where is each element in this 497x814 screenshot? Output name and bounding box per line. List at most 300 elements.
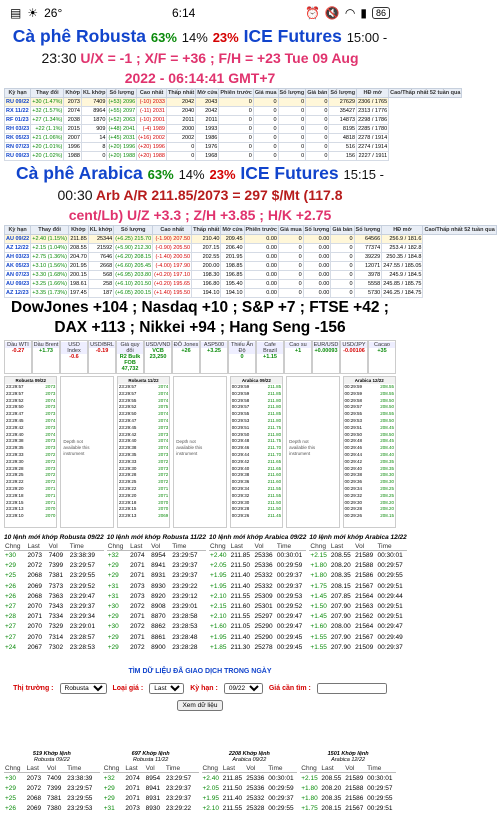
trade-count-cell: 7380 <box>46 805 62 813</box>
panel-line <box>118 513 169 520</box>
panel-price: 2074 <box>158 397 169 403</box>
last-trades-cell: 25301 <box>254 603 273 611</box>
panel-price: 211.80 <box>267 397 282 403</box>
last-trades-cell: 25297 <box>254 613 273 621</box>
panel-price: 208.30 <box>380 472 394 478</box>
last-trades-title: 10 lệnh mới khớp Arabica 09/22 <box>209 534 307 541</box>
robusta-cell: 4818 <box>329 134 357 143</box>
panel-price: 211.50 <box>267 499 282 505</box>
last-trades-cell: 25278 <box>254 643 273 651</box>
trade-count-title: 697 Khớp lệnh <box>131 751 170 758</box>
panel-time: 00:29:42 <box>344 458 363 464</box>
arabica-col-header: Giá bán <box>332 227 353 233</box>
arabica-row[interactable] <box>5 235 497 244</box>
panel-line <box>231 500 282 507</box>
arabica-cell: 21592 <box>88 244 113 253</box>
panel-line <box>231 479 282 486</box>
arabica-cell: +2.40 (1.15%) <box>32 236 67 242</box>
robusta-cell: 0 <box>306 152 329 161</box>
ticker-item[interactable] <box>172 340 200 374</box>
arabica-cell: 258 <box>88 280 113 289</box>
robusta-col-header: Số lượng <box>279 90 305 96</box>
robusta-cell: 0 <box>219 125 253 134</box>
robusta-row[interactable] <box>5 134 462 143</box>
view-data-button[interactable]: Xem dữ liệu <box>177 700 222 711</box>
panel-time: 00:29:46 <box>231 445 250 451</box>
panel-price: 211.55 <box>267 485 282 491</box>
panel-time: 00:29:38 <box>344 472 363 478</box>
robusta-cell: (-10) 2001 <box>137 116 167 125</box>
panel-time: 00:29:53 <box>344 417 363 423</box>
panel-time: 23:29:57 <box>6 384 24 389</box>
trade-count-cell: +2.05 <box>202 784 219 792</box>
panel-price: 2074 <box>158 445 169 451</box>
panel-price: 211.85 <box>267 411 282 417</box>
robusta-cell: 909 <box>81 125 106 134</box>
arabica-cell: 0.00 <box>303 262 331 271</box>
robusta-row[interactable] <box>5 98 462 107</box>
panel-price: 2070 <box>45 506 56 512</box>
last-trades-row <box>309 642 406 652</box>
price-type-select[interactable] <box>149 683 184 694</box>
robusta-cell: 2298 / 1786 <box>358 117 388 123</box>
trade-count-table <box>202 765 298 813</box>
robusta-cell: 0 <box>219 107 253 116</box>
ticker-item[interactable] <box>116 340 144 374</box>
robusta-cell: 35427 <box>329 107 357 116</box>
last-trades-cell: 208.00 <box>330 623 351 631</box>
arabica-row[interactable] <box>5 289 497 298</box>
trade-count-cell: 2069 <box>26 805 42 813</box>
arabica-col-header: Mở cửa <box>222 227 243 233</box>
panel-time: 00:29:55 <box>344 411 363 417</box>
panel-line <box>344 466 395 473</box>
trade-count-cell: 211.55 <box>222 805 243 813</box>
robusta-cell: 156 <box>329 152 357 161</box>
robusta-cell: 2042 <box>196 107 219 116</box>
trade-count-cell: +1.95 <box>202 794 219 802</box>
last-trades-row <box>4 632 104 642</box>
search-title: TÌM DỮ LIỆU ĐÃ GIAO DỊCH TRONG NGÀY <box>128 668 272 676</box>
last-trades-cell: 23:29:22 <box>172 582 198 590</box>
ticker-item[interactable] <box>228 340 256 374</box>
last-trades-group <box>107 534 206 652</box>
last-trades-cell: 208.55 <box>330 552 351 560</box>
arabica-cell: AZ 12/23 <box>5 289 31 298</box>
panel-line <box>118 479 169 486</box>
time-sales-panel <box>117 376 170 528</box>
robusta-cell: 1976 <box>196 143 219 152</box>
depth-not-available: Depth not available this instrument <box>63 439 90 456</box>
arabica-row[interactable] <box>5 262 497 271</box>
last-trades-cell: 21588 <box>355 562 374 570</box>
last-trades-col-header: Time <box>276 543 307 551</box>
panel-time: 23:29:45 <box>118 424 137 430</box>
ticker-label: Thiếu Ấn Độ <box>230 342 253 354</box>
ticker-label: Cafe Brazil <box>257 342 283 354</box>
panel-price: 2070 <box>158 499 169 505</box>
panel-line <box>118 404 169 411</box>
arabica-cell: +3.10 (1.56%) <box>32 263 67 269</box>
robusta-cell: 1996 <box>64 143 82 152</box>
panel-time: 23:29:13 <box>6 506 24 512</box>
arabica-cell: 0 <box>278 244 303 253</box>
robusta-cell: +32 (1.57%) <box>32 108 63 114</box>
last-trades-cell: 8954 <box>151 552 166 560</box>
last-trades-cell: 2070 <box>27 623 42 631</box>
panel-time: 23:29:57 <box>6 390 24 396</box>
panel-price: 2072 <box>45 451 56 457</box>
last-trades-table <box>209 543 306 652</box>
trade-count-row <box>103 773 199 783</box>
last-trades-row <box>309 632 406 642</box>
trade-count-cell: 23:29:22 <box>165 805 192 813</box>
panel-time: 23:29:20 <box>6 485 24 491</box>
arabica-spreads: cent/Lb) U/Z +3.3 ; Z/H +3.85 ; H/K +2.75 <box>68 207 332 223</box>
arabica-pct-1: 63% <box>147 167 174 182</box>
arabica-cell: 195.40 <box>221 280 244 289</box>
last-trades-cell: +26 <box>5 582 17 590</box>
robusta-cell: 2227 / 1911 <box>358 153 388 159</box>
panel-line <box>231 452 282 459</box>
ticker-item[interactable] <box>368 340 396 374</box>
trade-count-col-header: Time <box>165 765 199 773</box>
last-trades-cell: +29 <box>107 643 119 651</box>
notification-icon: ▤ <box>10 6 22 20</box>
robusta-cell: 2011 <box>166 116 195 125</box>
last-trades-cell: 23:29:37 <box>172 572 198 580</box>
ticker-item[interactable] <box>340 340 368 374</box>
panel-price: 2073 <box>158 451 169 457</box>
arabica-cell: (-4.00) 197.90 <box>153 262 192 271</box>
trade-count-cell: 00:29:55 <box>367 794 393 802</box>
last-trades-cell: 2072 <box>130 623 145 631</box>
last-trades-cell: 8900 <box>151 643 166 651</box>
panel-line <box>231 432 282 439</box>
panel-line <box>344 513 395 520</box>
panel-price: 2073 <box>158 424 169 430</box>
arabica-row[interactable] <box>5 244 497 253</box>
last-trades-col-header: Vol <box>254 543 276 551</box>
panel-time: 23:29:15 <box>6 499 24 505</box>
panel-time: 23:29:42 <box>6 424 24 430</box>
trade-count-col-header: Vol <box>46 765 66 773</box>
arabica-col-header: Khớp <box>68 226 88 235</box>
arabica-col-header: Cao/Thấp nhất 52 tuần qua <box>424 227 495 233</box>
robusta-row[interactable] <box>5 107 462 116</box>
robusta-cell: RF 01/23 <box>5 116 31 125</box>
robusta-col-header: KL khớp <box>82 90 106 96</box>
trade-count-cell: 23:29:55 <box>67 794 93 802</box>
market-select[interactable] <box>60 683 107 694</box>
panel-time: 23:29:52 <box>118 404 137 410</box>
robusta-cell: 0 <box>306 134 329 143</box>
last-trades-cell: 2069 <box>27 582 42 590</box>
arabica-col-header: Cao nhất <box>153 226 192 235</box>
ticker-item[interactable] <box>284 340 312 374</box>
last-trades-table <box>107 543 206 652</box>
trade-count-cell: 21588 <box>345 784 364 792</box>
panel-line <box>5 418 56 425</box>
last-trades-cell: 211.05 <box>230 623 251 631</box>
last-trades-cell: 7302 <box>48 643 64 651</box>
trade-count-title: 519 Khớp lệnh <box>32 751 71 758</box>
robusta-row[interactable] <box>5 125 462 134</box>
arabica-row[interactable] <box>5 280 497 289</box>
panel-time: 23:29:30 <box>118 465 137 471</box>
mute-icon: 🔇 <box>324 6 340 20</box>
last-trades-cell: 00:29:55 <box>377 572 403 580</box>
price-input[interactable] <box>317 683 387 694</box>
arabica-row[interactable] <box>5 253 497 262</box>
last-trades-cell: 25336 <box>254 552 273 560</box>
panel-price: 211.55 <box>267 492 282 498</box>
ticker-item[interactable] <box>88 340 116 374</box>
last-trades-cell: 8908 <box>151 603 166 611</box>
arabica-row[interactable] <box>5 271 497 280</box>
panel-time: 00:29:44 <box>344 451 363 457</box>
arabica-cell: 0 <box>331 262 354 271</box>
panel-time: 23:29:28 <box>6 465 24 471</box>
last-trades-group <box>309 534 406 652</box>
last-trades-cell: 2073 <box>27 552 42 560</box>
panel-price: 2072 <box>45 458 56 464</box>
robusta-row[interactable] <box>5 152 462 161</box>
panel-time: 00:29:48 <box>344 438 363 444</box>
arabica-cell: (+6.60) 205.45 <box>115 263 152 269</box>
panel-price: 208.25 <box>380 492 394 498</box>
robusta-cell: (-11) 2031 <box>137 107 167 116</box>
arabica-cell: AU 09/23 <box>6 281 30 287</box>
panel-line <box>344 472 395 479</box>
arabica-cell: 246.25 / 184.75 <box>383 290 422 296</box>
time-sales-panel <box>230 376 283 528</box>
robusta-cell: 0 <box>278 143 306 152</box>
panel-line <box>231 472 282 479</box>
last-trades-cell: 7399 <box>48 562 64 570</box>
ticker-item[interactable] <box>60 340 88 374</box>
arabica-cell: 198.61 <box>69 281 87 287</box>
robusta-cell: 516 <box>329 143 357 152</box>
panel-line <box>118 384 169 391</box>
last-trades-cell: +1.60 <box>210 623 227 631</box>
last-trades-row <box>4 581 104 591</box>
trade-count-cell: 23:29:53 <box>67 805 93 813</box>
panel-time: 23:29:22 <box>6 479 24 485</box>
robusta-cell: 2285 / 1780 <box>358 126 388 132</box>
last-trades-row <box>107 581 206 591</box>
panel-time: 23:29:35 <box>118 451 137 457</box>
panel-time: 23:29:35 <box>6 445 24 451</box>
last-trades-row <box>309 551 406 561</box>
last-trades-cell: 2072 <box>27 562 42 570</box>
panel-time: 00:29:58 <box>231 397 250 403</box>
last-trades-cell: 23:28:58 <box>172 613 198 621</box>
arabica-cell: 5730 <box>354 289 382 298</box>
last-trades-cell: 21567 <box>355 633 374 641</box>
panel-line <box>344 391 395 398</box>
ticker-item[interactable] <box>144 340 172 374</box>
panel-price: 208.55 <box>380 411 394 417</box>
trade-count-cell: +29 <box>103 794 115 802</box>
trade-count-cell: +2.15 <box>301 774 318 782</box>
last-trades-cell: 211.55 <box>230 592 251 600</box>
robusta-cell: 0 <box>253 98 278 107</box>
arabica-cell: 0.00 <box>244 262 278 271</box>
last-trades-cell: +29 <box>107 572 119 580</box>
ticker-item[interactable] <box>312 340 340 374</box>
arabica-cell: 0.00 <box>244 280 278 289</box>
trade-count-row <box>202 783 298 793</box>
trade-count-title: 1501 Khớp lệnh <box>327 751 369 758</box>
robusta-cell: 2043 <box>196 98 219 107</box>
last-trades-cell: +1.45 <box>310 592 327 600</box>
ticker-item[interactable] <box>32 340 60 374</box>
arabica-cell: 211.85 <box>70 236 87 242</box>
robusta-row[interactable] <box>5 116 462 125</box>
panel-time: 23:29:18 <box>6 492 24 498</box>
trade-count-col-header: Chng <box>103 765 125 773</box>
panel-price: 2073 <box>158 431 169 437</box>
arabica-cell: 250.35 / 184.8 <box>382 253 423 262</box>
arabica-pct-3: 23% <box>209 167 236 182</box>
last-trades-cell: +27 <box>5 633 17 641</box>
robusta-cell: 0 <box>219 134 253 143</box>
last-trades-cell: 208.15 <box>330 582 351 590</box>
trade-count-cell: 8941 <box>145 784 161 792</box>
panel-time: 00:29:48 <box>231 438 250 444</box>
arabica-cell: 210.40 <box>192 235 221 244</box>
last-trades-cell: 2073 <box>130 592 145 600</box>
panel-price: 2073 <box>158 465 169 471</box>
trade-count-row <box>103 803 199 813</box>
robusta-cell: RU 09/23 <box>6 153 30 159</box>
panel-line <box>231 425 282 432</box>
last-trades-row <box>209 551 306 561</box>
robusta-row[interactable] <box>5 143 462 152</box>
robusta-cell: (-10) 2033 <box>137 98 167 107</box>
panel-price: 2070 <box>158 506 169 512</box>
trade-count-cell: 23:29:37 <box>165 784 192 792</box>
robusta-cell: +27 (1.34%) <box>32 117 63 123</box>
robusta-cell: 1870 <box>81 116 106 125</box>
panel-time: 00:29:40 <box>344 465 363 471</box>
panel-price: 2071 <box>158 485 169 491</box>
last-trades-row <box>309 571 406 581</box>
robusta-col-header: Thấp nhất <box>167 90 195 96</box>
arabica-cell: 198.85 <box>221 262 244 271</box>
panel-time: 23:29:28 <box>118 472 137 478</box>
panel-price: 211.65 <box>267 458 282 464</box>
panel-price: 2071 <box>45 492 56 498</box>
term-select[interactable] <box>224 683 263 694</box>
trade-count-cell: 8931 <box>145 794 161 802</box>
arabica-cell: 245.85 / 185.75 <box>383 281 422 287</box>
robusta-cell: 0 <box>278 107 306 116</box>
last-trades-cell: +31 <box>107 592 119 600</box>
trade-count-cell: 00:29:57 <box>367 784 393 792</box>
panel-time: 23:29:38 <box>118 445 137 451</box>
panel-time: 23:29:55 <box>118 397 137 403</box>
arabica-cell: 196.85 <box>221 271 244 280</box>
robusta-cell: (+20) 1988 <box>108 153 136 159</box>
panel-line <box>231 445 282 452</box>
robusta-col-header: Giá bán <box>307 90 328 96</box>
arabica-cell: +2.75 (1.36%) <box>32 254 67 260</box>
panel-price: 2074 <box>158 384 169 389</box>
last-trades-cell: 2068 <box>27 592 42 600</box>
arabica-cell: 201.95 <box>221 253 244 262</box>
panel-time: 00:29:30 <box>231 499 250 505</box>
last-trades-col-header: Chng <box>209 543 230 551</box>
ticker-item[interactable] <box>200 340 228 374</box>
trade-count-cell: 23:29:57 <box>67 784 93 792</box>
last-trades-cell: 2070 <box>27 633 42 641</box>
last-trades-cell: 211.50 <box>230 562 251 570</box>
robusta-cell: 0 <box>253 134 278 143</box>
last-trades-cell: 211.40 <box>230 633 251 641</box>
ticker-value: +26 <box>181 348 191 354</box>
robusta-cell: 2306 / 1765 <box>358 99 388 105</box>
last-trades-cell: 23:29:57 <box>172 552 198 560</box>
last-trades-cell: 21563 <box>355 603 374 611</box>
arabica-cell: (+0.20) 195.65 <box>154 281 191 287</box>
arabica-cell: 0.00 <box>244 253 278 262</box>
last-trades-cell: 2073 <box>130 582 145 590</box>
panel-time: 23:29:10 <box>6 513 24 519</box>
last-trades-cell: 2072 <box>130 603 145 611</box>
trade-count-col-header: Vol <box>344 765 366 773</box>
robusta-cell: 27629 <box>329 98 357 107</box>
robusta-col-header: Mở cửa <box>197 90 218 96</box>
robusta-cell: 1988 <box>64 152 82 161</box>
panel-line <box>118 466 169 473</box>
trade-count-col-header: Time <box>366 765 396 773</box>
panel-line <box>5 384 56 391</box>
last-trades-cell: +28 <box>5 613 17 621</box>
trade-count-section <box>4 751 396 813</box>
robusta-cell: +20 (1.02%) <box>32 153 63 159</box>
ticker-label: Cao su <box>285 342 311 348</box>
battery-icon: 86 <box>372 7 390 19</box>
panel-price: 208.40 <box>380 451 394 457</box>
last-trades-cell: 23:29:52 <box>69 582 96 590</box>
last-trades-col-header: Last <box>230 543 254 551</box>
robusta-cell: 0 <box>219 116 253 125</box>
last-trades-cell: 23:28:53 <box>172 623 198 631</box>
panel-line <box>5 472 56 479</box>
ticker-item[interactable] <box>256 340 284 374</box>
trade-count-cell: 208.15 <box>321 805 342 813</box>
last-trades-cell: 21564 <box>355 592 374 600</box>
trade-count-cell: 211.50 <box>222 784 243 792</box>
robusta-cell: 0 <box>219 143 253 152</box>
panel-time: 00:29:26 <box>231 513 250 519</box>
last-trades-cell: 00:30:01 <box>377 552 403 560</box>
arabica-cell: +3.35 (1.73%) <box>32 290 67 296</box>
arabica-col-header: Giá mua <box>279 227 302 233</box>
ticker-item[interactable] <box>4 340 32 374</box>
panel-price: 211.80 <box>267 417 282 423</box>
panel-price: 211.75 <box>267 438 282 444</box>
trade-count-cell: 21589 <box>345 774 364 782</box>
robusta-cell: 0 <box>253 152 278 161</box>
panel-price: 208.20 <box>380 506 394 512</box>
market-label: Thị trường : <box>13 685 54 693</box>
panel-price: 2072 <box>158 479 169 485</box>
last-trades-cell: 21509 <box>355 643 374 651</box>
arabica-cell: 0.00 <box>303 253 331 262</box>
